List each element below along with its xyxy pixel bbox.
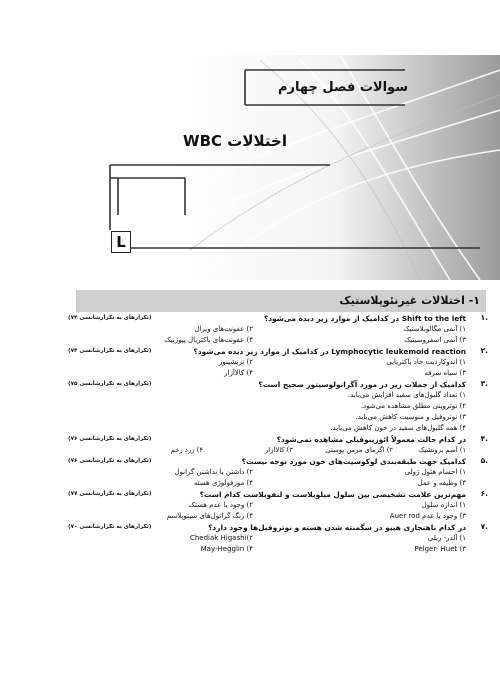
option-2: ۲) اگزمای مزمن پوستی <box>325 446 393 454</box>
option-4: May-Hegglin (۴ <box>200 545 253 553</box>
topic-title: اختلالات WBC <box>183 132 287 150</box>
option-4: ۴) کالاآزار <box>224 369 253 377</box>
option-2: ۲) عفونت‌های ویرال <box>194 325 253 333</box>
chapter-letter-badge: L <box>111 231 131 253</box>
question-reference: (تکرار‌های به تکرار‌شانسی ۷۶) <box>68 458 152 464</box>
question-number: .۱ <box>480 313 488 322</box>
question-reference: (تکرار‌های به تکرار‌شانسی ۷۴) <box>68 348 152 354</box>
question-reference: (تکرار‌های به تکرار‌شانسی ۷۷) <box>68 491 152 497</box>
question-6 <box>68 489 488 522</box>
option-2: ۲) نوتروپنی مطلق مشاهده می‌شود. <box>360 402 466 410</box>
question-text: کدامیک جهت طبقه‌بندی لوکوسیت‌های خون مورد توجه نیست؟ <box>241 457 466 466</box>
section-header <box>76 290 486 312</box>
option-1: ۱) تعداد گلبول‌های سفید افزایش می‌یابد. <box>347 391 466 399</box>
question-text: Lymphocytic leukemoid reaction در کدامیک از موارد زیر دیده می‌شود؟ <box>193 347 466 356</box>
question-5 <box>68 456 488 489</box>
question-3 <box>68 379 488 434</box>
question-number: .۳ <box>480 379 488 388</box>
option-1: ۱) اجسام هئول ژولی <box>404 468 466 476</box>
question-number: .۵ <box>480 456 488 465</box>
question-number: .۴ <box>480 434 488 443</box>
option-3: ۳) آنمی اسفروسیتیک <box>404 336 466 344</box>
option-4: ۴) عفونت‌های باکتریال پیوژنیک <box>164 336 253 344</box>
question-number: .۷ <box>480 522 488 531</box>
option-3: ۳) وظیفه و عمل <box>417 479 466 487</box>
option-1: ۱) آسم برونشیک <box>418 446 466 454</box>
option-1: ۱) اندوکاردیت حاد باکتریایی <box>386 358 466 366</box>
section-title: ۱- اختلالات غیرنئوپلاستیک <box>339 294 480 307</box>
question-text: Shift to the left در کدامیک از موارد زیر دیده می‌شود؟ <box>263 314 466 323</box>
question-text: مهم‌ترین علامت تشخیصی بین سلول میلوبلاست و لنفوبلاست کدام است؟ <box>199 490 466 499</box>
option-4: ۴) زرد زخم <box>170 446 203 454</box>
option-3: Pelger- Huet (۳ <box>414 545 466 553</box>
question-number: .۶ <box>480 489 488 498</box>
option-1: ۱) آلدر- ریلی <box>427 534 466 542</box>
question-1 <box>68 313 488 346</box>
option-1: ۱) اندازه سلول <box>421 501 466 509</box>
question-4 <box>68 434 488 456</box>
option-3: ۳) وجود یا عدم Auer rod <box>389 512 466 520</box>
question-list <box>68 313 488 555</box>
chapter-title: سوالات فصل چهارم <box>278 80 408 95</box>
option-4: ۴) رنگ گرانول‌های سیتوپلاسم <box>166 512 253 520</box>
question-text: در کدام حالت معمولاً ائوزینوفیلی مشاهده نمی‌شود؟ <box>276 435 466 444</box>
option-3: ۳) نوتروفیل و منوسیت کاهش می‌یابد. <box>355 413 466 421</box>
option-3: ۳) کالاآزار <box>265 446 293 454</box>
question-reference: (تکرار‌های به تکرار‌شانسی ۷۰) <box>68 524 152 530</box>
option-2: ۲) تریشینوز <box>219 358 253 366</box>
option-3: ۳) سیاه سرفه <box>424 369 466 377</box>
question-2 <box>68 346 488 379</box>
question-number: .۲ <box>480 346 488 355</box>
question-reference: (تکرار‌های به تکرار‌شانسی ۷۶) <box>68 436 152 442</box>
question-text: در کدام ناهنجاری هیپو در سگمنته شدن هسته و نوتروفیل‌ها وجود دارد؟ <box>208 523 466 532</box>
question-reference: (تکرار‌های به تکرار‌شانسی ۷۴) <box>68 315 152 321</box>
option-2: ۲) وجود یا عدم هستک <box>188 501 253 509</box>
option-4: ۴) همه گلبول‌های سفید در خون کاهش می‌یابد. <box>330 424 466 432</box>
option-2: ۲) داشتن یا نداشتن گرانول <box>174 468 253 476</box>
question-7 <box>68 522 488 555</box>
question-text: کدامیک از جملات زیر در مورد آگرانولوسیتوز صحیح است؟ <box>258 380 466 389</box>
option-1: ۱) آنمی مگالوبلاستیک <box>403 325 466 333</box>
option-4: ۴) مورفولوژی هسته <box>193 479 253 487</box>
option-2: Chediak Higashi(۲ <box>189 534 253 542</box>
question-reference: (تکرار‌های به تکرار‌شانسی ۷۵) <box>68 381 152 387</box>
